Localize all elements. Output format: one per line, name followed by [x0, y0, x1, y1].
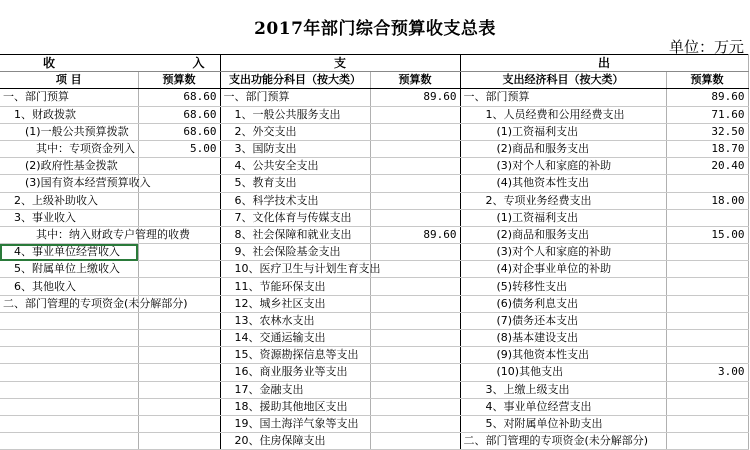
income-budget-cell[interactable]: [138, 244, 220, 261]
func-budget-cell[interactable]: [370, 106, 460, 123]
func-item-cell[interactable]: 17、金融支出: [220, 381, 370, 398]
func-budget-cell[interactable]: [370, 415, 460, 432]
income-item-cell[interactable]: 3、事业收入: [0, 209, 138, 226]
income-item-cell[interactable]: 4、事业单位经营收入: [0, 244, 138, 261]
func-budget-cell[interactable]: [370, 295, 460, 312]
func-budget-cell[interactable]: [370, 312, 460, 329]
func-item-cell[interactable]: 14、交通运输支出: [220, 330, 370, 347]
income-item-cell[interactable]: 其中：专项资金列入: [0, 140, 138, 157]
econ-item-cell[interactable]: (2)商品和服务支出: [460, 140, 666, 157]
econ-item-cell[interactable]: 4、事业单位经营支出: [460, 398, 666, 415]
econ-budget-cell[interactable]: [666, 175, 748, 192]
income-item-cell[interactable]: [0, 433, 138, 450]
func-budget-cell[interactable]: [370, 381, 460, 398]
income-budget-cell[interactable]: [138, 192, 220, 209]
econ-item-cell[interactable]: (3)对个人和家庭的补助: [460, 244, 666, 261]
income-header-char-2: 入: [192, 56, 205, 71]
econ-item-cell[interactable]: (3)对个人和家庭的补助: [460, 158, 666, 175]
func-item-cell[interactable]: 8、社会保障和就业支出: [220, 226, 370, 243]
econ-budget-cell[interactable]: [666, 330, 748, 347]
econ-item-cell[interactable]: (4)其他资本性支出: [460, 175, 666, 192]
income-budget-cell[interactable]: 68.60: [138, 89, 220, 106]
econ-budget-cell[interactable]: [666, 398, 748, 415]
econ-item-cell[interactable]: (4)对企事业单位的补助: [460, 261, 666, 278]
income-budget-cell[interactable]: [138, 261, 220, 278]
table-row: [0, 89, 748, 106]
func-budget-cell[interactable]: [370, 192, 460, 209]
func-budget-cell[interactable]: [370, 244, 460, 261]
econ-item-cell[interactable]: (10)其他支出: [460, 364, 666, 381]
table-row: [0, 330, 748, 347]
func-item-cell[interactable]: 5、教育支出: [220, 175, 370, 192]
income-item-cell[interactable]: (3)国有资本经营预算收入: [0, 175, 138, 192]
econ-item-cell[interactable]: (7)债务还本支出: [460, 312, 666, 329]
econ-budget-cell[interactable]: [666, 433, 748, 450]
econ-item-cell[interactable]: (9)其他资本性支出: [460, 347, 666, 364]
econ-budget-cell[interactable]: [666, 381, 748, 398]
econ-item-cell[interactable]: 1、人员经费和公用经费支出: [460, 106, 666, 123]
income-budget-cell[interactable]: [138, 278, 220, 295]
table-row: [0, 140, 748, 157]
func-item-cell[interactable]: 16、商业服务业等支出: [220, 364, 370, 381]
income-budget-cell[interactable]: [138, 347, 220, 364]
table-row: [0, 158, 748, 175]
func-budget-cell[interactable]: 89.60: [370, 89, 460, 106]
income-item-cell[interactable]: 5、附属单位上缴收入: [0, 261, 138, 278]
income-item-cell[interactable]: [0, 330, 138, 347]
income-item-cell[interactable]: [0, 347, 138, 364]
econ-item-cell[interactable]: (2)商品和服务支出: [460, 226, 666, 243]
header-row-1: [0, 55, 748, 72]
func-budget-cell[interactable]: [370, 158, 460, 175]
table-row: [0, 278, 748, 295]
func-budget-cell[interactable]: 89.60: [370, 226, 460, 243]
income-item-cell[interactable]: 一、部门预算: [0, 89, 138, 106]
col-header-func[interactable]: 支出功能分科目（按大类）: [220, 72, 370, 89]
unit-label: 单位：万元: [668, 38, 744, 56]
table-row: [0, 226, 748, 243]
income-item-cell[interactable]: 二、部门管理的专项资金(未分解部分): [0, 295, 138, 312]
econ-budget-cell[interactable]: [666, 347, 748, 364]
econ-budget-cell[interactable]: 32.50: [666, 123, 748, 140]
func-item-cell[interactable]: 13、农林水支出: [220, 312, 370, 329]
income-item-cell[interactable]: 其中：纳入财政专户管理的收费: [0, 226, 138, 243]
func-budget-cell[interactable]: [370, 209, 460, 226]
econ-item-cell[interactable]: (1)工资福利支出: [460, 209, 666, 226]
page-title: 2017年部门综合预算收支总表: [254, 19, 496, 39]
func-item-cell[interactable]: 1、一般公共服务支出: [220, 106, 370, 123]
table-row: [0, 261, 748, 278]
func-budget-cell[interactable]: [370, 398, 460, 415]
func-item-cell[interactable]: 7、文化体育与传媒支出: [220, 209, 370, 226]
income-budget-cell[interactable]: [138, 364, 220, 381]
income-budget-cell[interactable]: 5.00: [138, 140, 220, 157]
table-row: [0, 415, 748, 432]
func-budget-cell[interactable]: [370, 175, 460, 192]
func-budget-cell[interactable]: [370, 364, 460, 381]
col-header-budget-income[interactable]: 预算数: [138, 72, 220, 89]
func-budget-cell[interactable]: [370, 140, 460, 157]
income-item-cell[interactable]: 6、其他收入: [0, 278, 138, 295]
table-row: [0, 209, 748, 226]
income-header-char-1: 收: [43, 56, 56, 71]
table-row: [0, 192, 748, 209]
econ-item-cell[interactable]: 二、部门管理的专项资金(未分解部分): [460, 433, 666, 450]
econ-budget-cell[interactable]: [666, 261, 748, 278]
col-header-item[interactable]: 项 目: [0, 72, 138, 89]
econ-item-cell[interactable]: 5、对附属单位补助支出: [460, 415, 666, 432]
expense-header-left-cell[interactable]: 支: [220, 55, 460, 72]
func-item-cell[interactable]: 15、资源勘探信息等支出: [220, 347, 370, 364]
table-row: [0, 398, 748, 415]
econ-budget-cell[interactable]: [666, 209, 748, 226]
econ-item-cell[interactable]: (1)工资福利支出: [460, 123, 666, 140]
income-header-cell[interactable]: [0, 55, 220, 72]
econ-item-cell[interactable]: 2、专项业务经费支出: [460, 192, 666, 209]
func-item-cell[interactable]: 10、医疗卫生与计划生育支出: [220, 261, 370, 278]
income-budget-cell[interactable]: [138, 158, 220, 175]
budget-table: [0, 54, 749, 450]
econ-budget-cell[interactable]: [666, 244, 748, 261]
income-budget-cell[interactable]: [138, 209, 220, 226]
table-row: [0, 347, 748, 364]
func-item-cell[interactable]: 9、社会保险基金支出: [220, 244, 370, 261]
expense-header-right-cell[interactable]: 出: [460, 55, 748, 72]
econ-budget-cell[interactable]: [666, 415, 748, 432]
econ-budget-cell[interactable]: [666, 312, 748, 329]
econ-budget-cell[interactable]: 89.60: [666, 89, 748, 106]
econ-budget-cell[interactable]: 15.00: [666, 226, 748, 243]
econ-item-cell[interactable]: 一、部门预算: [460, 89, 666, 106]
income-item-cell[interactable]: (2)政府性基金拨款: [0, 158, 138, 175]
table-row: [0, 433, 748, 450]
func-item-cell[interactable]: 12、城乡社区支出: [220, 295, 370, 312]
econ-budget-cell[interactable]: 3.00: [666, 364, 748, 381]
table-row: [0, 295, 748, 312]
income-budget-cell[interactable]: 68.60: [138, 106, 220, 123]
income-item-cell[interactable]: [0, 398, 138, 415]
func-item-cell[interactable]: 3、国防支出: [220, 140, 370, 157]
econ-budget-cell[interactable]: [666, 278, 748, 295]
income-budget-cell[interactable]: [138, 330, 220, 347]
econ-budget-cell[interactable]: 18.70: [666, 140, 748, 157]
table-row: [0, 312, 748, 329]
income-budget-cell[interactable]: [138, 381, 220, 398]
func-budget-cell[interactable]: [370, 330, 460, 347]
income-item-cell[interactable]: [0, 312, 138, 329]
income-budget-cell[interactable]: [138, 312, 220, 329]
econ-budget-cell[interactable]: 20.40: [666, 158, 748, 175]
func-budget-cell[interactable]: [370, 278, 460, 295]
econ-item-cell[interactable]: (5)转移性支出: [460, 278, 666, 295]
func-item-cell[interactable]: 19、国土海洋气象等支出: [220, 415, 370, 432]
income-item-cell[interactable]: [0, 364, 138, 381]
func-budget-cell[interactable]: [370, 433, 460, 450]
income-item-cell[interactable]: [0, 415, 138, 432]
col-header-budget-econ[interactable]: 预算数: [666, 72, 748, 89]
func-item-cell[interactable]: 18、援助其他地区支出: [220, 398, 370, 415]
econ-item-cell[interactable]: (6)债务利息支出: [460, 295, 666, 312]
col-header-budget-func[interactable]: 预算数: [370, 72, 460, 89]
func-budget-cell[interactable]: [370, 261, 460, 278]
func-item-cell[interactable]: 20、住房保障支出: [220, 433, 370, 450]
col-header-econ[interactable]: 支出经济科目（按大类）: [460, 72, 666, 89]
income-budget-cell[interactable]: [138, 415, 220, 432]
econ-budget-cell[interactable]: 18.00: [666, 192, 748, 209]
income-item-cell[interactable]: [0, 381, 138, 398]
table-row: [0, 123, 748, 140]
income-budget-cell[interactable]: [138, 398, 220, 415]
table-row: [0, 106, 748, 123]
econ-item-cell[interactable]: 3、上缴上级支出: [460, 381, 666, 398]
func-budget-cell[interactable]: [370, 123, 460, 140]
func-item-cell[interactable]: 2、外交支出: [220, 123, 370, 140]
func-item-cell[interactable]: 11、节能环保支出: [220, 278, 370, 295]
func-budget-cell[interactable]: [370, 347, 460, 364]
income-budget-cell[interactable]: 68.60: [138, 123, 220, 140]
table-row: [0, 381, 748, 398]
table-row: [0, 364, 748, 381]
income-budget-cell[interactable]: [138, 433, 220, 450]
func-item-cell[interactable]: 一、部门预算: [220, 89, 370, 106]
income-item-cell[interactable]: (1)一般公共预算拨款: [0, 123, 138, 140]
func-item-cell[interactable]: 6、科学技术支出: [220, 192, 370, 209]
header-row-2: [0, 72, 748, 89]
income-item-cell[interactable]: 1、财政拨款: [0, 106, 138, 123]
table-row: [0, 175, 748, 192]
func-item-cell[interactable]: 4、公共安全支出: [220, 158, 370, 175]
econ-item-cell[interactable]: (8)基本建设支出: [460, 330, 666, 347]
income-item-cell[interactable]: 2、上级补助收入: [0, 192, 138, 209]
econ-budget-cell[interactable]: [666, 295, 748, 312]
table-row: [0, 244, 748, 261]
econ-budget-cell[interactable]: 71.60: [666, 106, 748, 123]
